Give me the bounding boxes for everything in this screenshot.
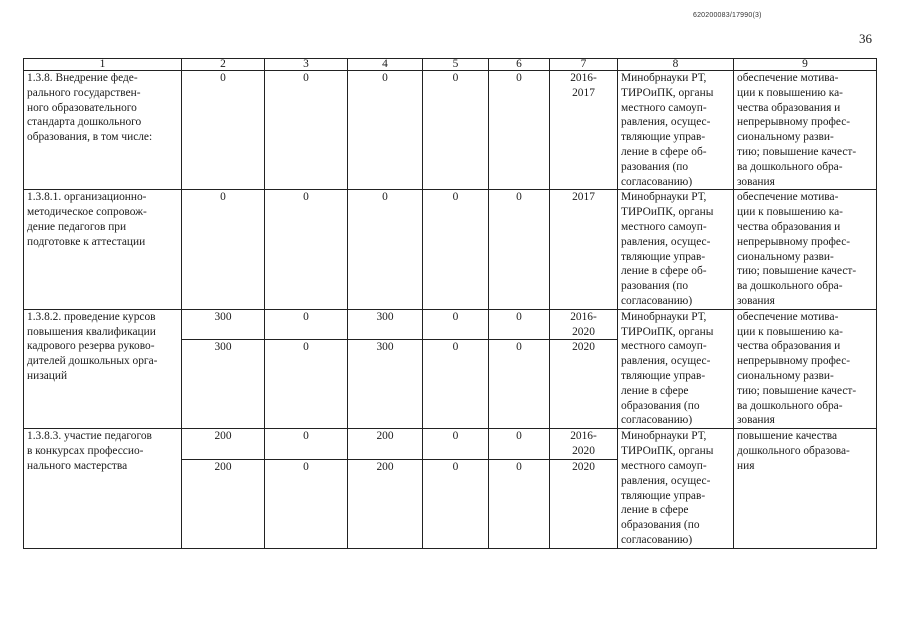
value-cell: 0 bbox=[265, 309, 348, 340]
column-header: 2 bbox=[182, 59, 265, 71]
executors-cell: Минобрнауки РТ, ТИРОиПК, органы местного самоуп- равления, осущес- твляющие управ- ление в сфере об- разования (по согласованию) bbox=[618, 71, 734, 190]
value-cell: 0 bbox=[348, 71, 423, 190]
value-cell: 0 bbox=[423, 429, 489, 460]
value-cell: 0 bbox=[265, 340, 348, 429]
value-cell: 300 bbox=[182, 340, 265, 429]
measure-name: 1.3.8.1. организационно- методическое сопровож- дение педагогов при подготовке к аттестации bbox=[24, 190, 182, 309]
measures-table bbox=[23, 58, 877, 549]
value-cell: 0 bbox=[265, 71, 348, 190]
measure-name: 1.3.8. Внедрение феде- рального государствен- ного образовательного стандарта дошкольного образования, в том числе: bbox=[24, 71, 182, 190]
page-number: 36 bbox=[859, 31, 872, 46]
column-header: 6 bbox=[489, 59, 550, 71]
value-cell: 0 bbox=[423, 309, 489, 340]
result-cell: обеспечение мотива- ции к повышению ка- чества образования и непрерывному профес- сиональному разви- тию; повышение качест- ва дошкольного обра- зования bbox=[734, 71, 877, 190]
value-cell: 300 bbox=[348, 340, 423, 429]
value-cell: 0 bbox=[265, 190, 348, 309]
period-cell: 2020 bbox=[550, 459, 618, 548]
value-cell: 0 bbox=[182, 190, 265, 309]
column-header: 8 bbox=[618, 59, 734, 71]
column-header: 7 bbox=[550, 59, 618, 71]
value-cell: 0 bbox=[489, 309, 550, 340]
column-header: 5 bbox=[423, 59, 489, 71]
column-header: 9 bbox=[734, 59, 877, 71]
measure-name: 1.3.8.2. проведение курсов повышения квалификации кадрового резерва руково- дителей дошкольных орга- низаций bbox=[24, 309, 182, 429]
table-header-row bbox=[24, 59, 877, 71]
value-cell: 0 bbox=[489, 429, 550, 460]
value-cell: 0 bbox=[423, 190, 489, 309]
value-cell: 0 bbox=[489, 459, 550, 548]
value-cell: 200 bbox=[182, 459, 265, 548]
period-cell: 2017 bbox=[550, 190, 618, 309]
document-id: 620200083/17990(3) bbox=[693, 12, 762, 19]
value-cell: 0 bbox=[423, 340, 489, 429]
table-row bbox=[24, 190, 877, 309]
table-row bbox=[24, 71, 877, 190]
column-header: 4 bbox=[348, 59, 423, 71]
value-cell: 0 bbox=[489, 340, 550, 429]
executors-cell: Минобрнауки РТ, ТИРОиПК, органы местного самоуп- равления, осущес- твляющие управ- ление в сфере об- разования (по согласованию) bbox=[618, 190, 734, 309]
value-cell: 0 bbox=[182, 71, 265, 190]
period-cell: 2016- 2020 bbox=[550, 429, 618, 460]
executors-cell: Минобрнауки РТ, ТИРОиПК, органы местного самоуп- равления, осущес- твляющие управ- ление в сфере образования (по согласованию) bbox=[618, 309, 734, 429]
measure-name: 1.3.8.3. участие педагогов в конкурсах профессио- нального мастерства bbox=[24, 429, 182, 549]
result-cell: повышение качества дошкольного образова- ния bbox=[734, 429, 877, 549]
table-row bbox=[24, 309, 877, 340]
value-cell: 200 bbox=[182, 429, 265, 460]
value-cell: 0 bbox=[348, 190, 423, 309]
column-header: 3 bbox=[265, 59, 348, 71]
value-cell: 0 bbox=[423, 459, 489, 548]
value-cell: 0 bbox=[489, 190, 550, 309]
period-cell: 2016- 2020 bbox=[550, 309, 618, 340]
value-cell: 0 bbox=[265, 459, 348, 548]
value-cell: 300 bbox=[348, 309, 423, 340]
period-cell: 2016- 2017 bbox=[550, 71, 618, 190]
result-cell: обеспечение мотива- ции к повышению ка- чества образования и непрерывному профес- сиональному разви- тию; повышение качест- ва дошкольного обра- зования bbox=[734, 309, 877, 429]
value-cell: 0 bbox=[489, 71, 550, 190]
value-cell: 0 bbox=[265, 429, 348, 460]
value-cell: 200 bbox=[348, 429, 423, 460]
result-cell: обеспечение мотива- ции к повышению ка- чества образования и непрерывному профес- сиональному разви- тию; повышение качест- ва дошкольного обра- зования bbox=[734, 190, 877, 309]
value-cell: 200 bbox=[348, 459, 423, 548]
value-cell: 0 bbox=[423, 71, 489, 190]
column-header: 1 bbox=[24, 59, 182, 71]
value-cell: 300 bbox=[182, 309, 265, 340]
period-cell: 2020 bbox=[550, 340, 618, 429]
table-row bbox=[24, 429, 877, 460]
executors-cell: Минобрнауки РТ, ТИРОиПК, органы местного самоуп- равления, осущес- твляющие управ- ление в сфере образования (по согласованию) bbox=[618, 429, 734, 549]
